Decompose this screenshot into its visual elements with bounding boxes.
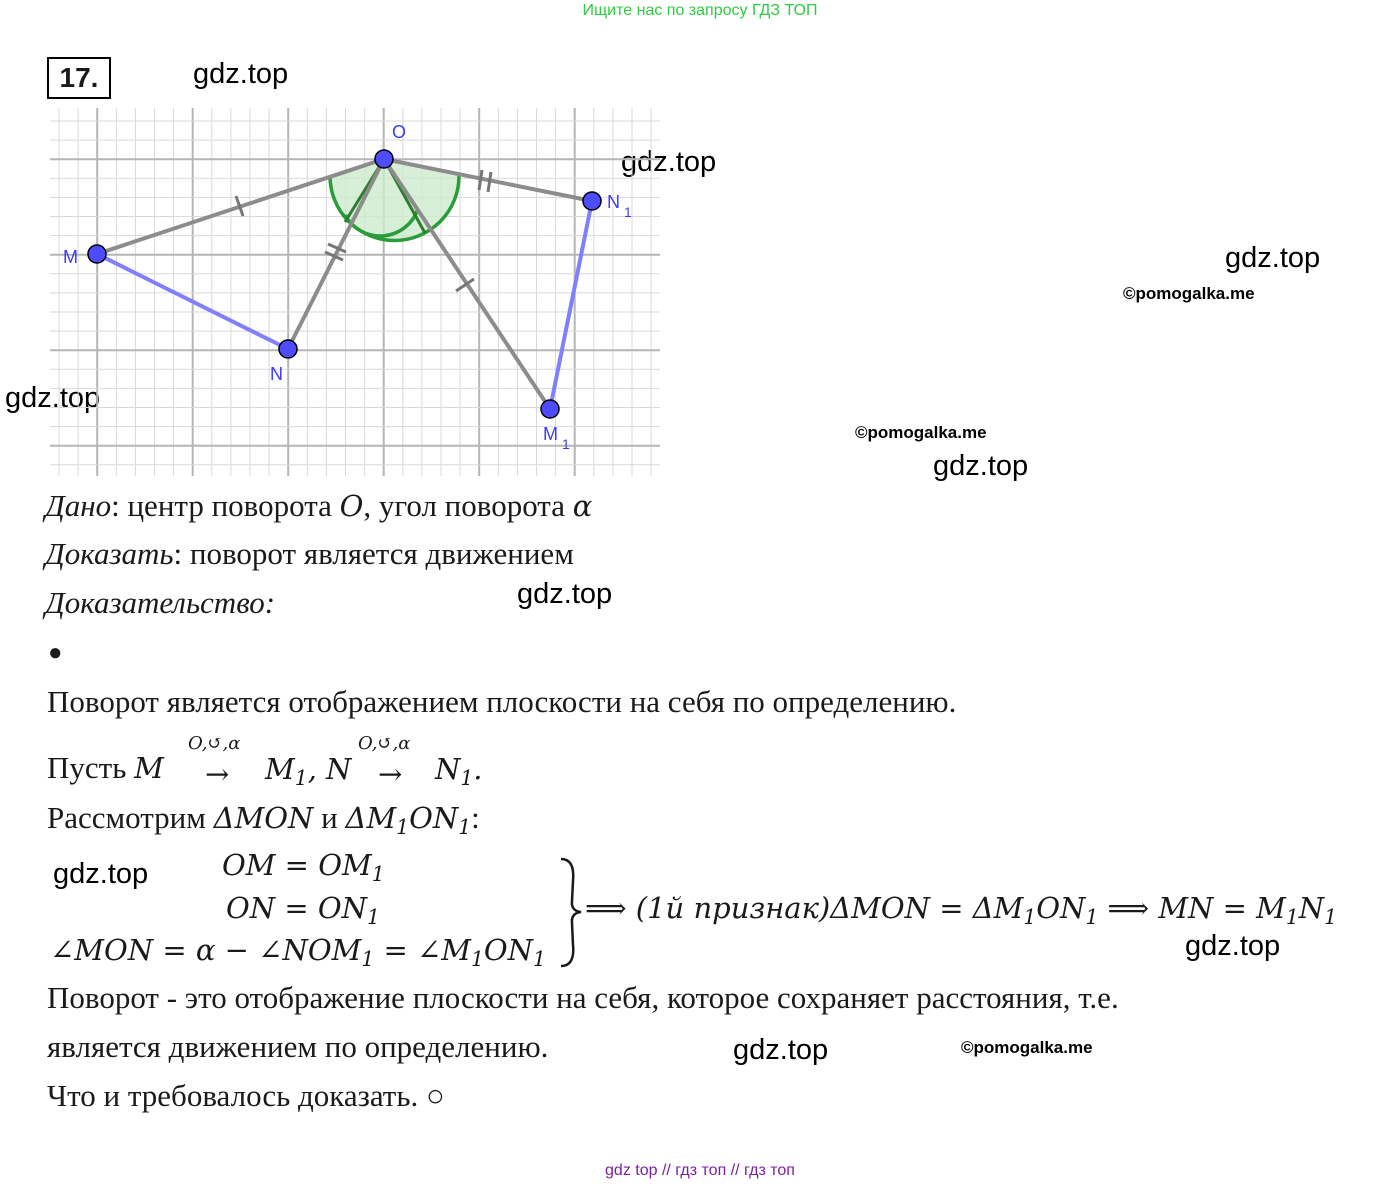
right-brace — [557, 855, 587, 970]
text: и — [313, 800, 346, 835]
label-N1-sub: 1 — [624, 204, 632, 220]
label-N1: N — [607, 192, 620, 212]
watermark: gdz.top — [621, 146, 717, 178]
segment-M1N1 — [550, 201, 592, 409]
proof-line-2 — [47, 750, 164, 786]
text: : — [471, 800, 480, 835]
equality-angle — [50, 933, 546, 971]
point-N — [279, 340, 297, 358]
text: , — [307, 752, 327, 786]
text: N — [1298, 891, 1325, 925]
given-O: O — [339, 489, 364, 523]
label-N: N — [270, 364, 283, 384]
map-arrow: → — [205, 757, 230, 791]
given-mid: , угол поворота — [363, 488, 573, 523]
subscript: 1 — [458, 815, 472, 840]
watermark: gdz.top — [517, 578, 613, 610]
subscript: 1 — [371, 862, 385, 887]
label-M1: M — [543, 424, 558, 444]
footer-links: gdz top // гдз топ // гдз топ — [605, 1162, 795, 1179]
watermark: gdz.top — [193, 58, 289, 90]
tick-ON1-2 — [488, 172, 491, 192]
subscript: 1 — [460, 766, 474, 791]
text: N — [326, 752, 352, 786]
label-O: O — [392, 122, 407, 142]
triangle-M1ON1 — [345, 801, 472, 840]
prove-label: Доказать — [45, 536, 174, 571]
triangle-MON: ΔMON — [213, 801, 314, 835]
math-N1 — [435, 752, 483, 790]
text: ⟹ (1й признак)ΔMON = ΔM — [585, 891, 1024, 925]
subscript: 1 — [533, 947, 546, 972]
equality-OM — [222, 848, 385, 886]
text: ON — [1036, 891, 1086, 925]
subscript: 1 — [361, 947, 375, 972]
text: Рассмотрим — [47, 800, 214, 835]
subscript: 1 — [1324, 905, 1338, 930]
given-line — [45, 488, 592, 524]
math-M1 — [265, 752, 351, 790]
text: ∠MON = α − ∠NOM — [50, 933, 362, 967]
map-arrow: → — [378, 757, 403, 791]
text: Пусть — [47, 750, 135, 785]
proof-line-7: Что и требовалось доказать. ○ — [47, 1078, 445, 1113]
subscript: 1 — [470, 947, 484, 972]
grid — [50, 108, 660, 476]
prove-line — [45, 536, 574, 572]
label-M1-sub: 1 — [562, 436, 570, 452]
equality-ON — [226, 891, 380, 929]
subscript: 1 — [396, 815, 410, 840]
proof-line-3 — [47, 800, 480, 839]
prove-text: : поворот является движением — [173, 536, 574, 571]
point-N1 — [583, 192, 601, 210]
proof-label: Доказательство: — [45, 585, 276, 620]
subscript: 1 — [367, 905, 380, 930]
text: OM = OM — [222, 848, 372, 882]
text: M — [265, 752, 295, 786]
proof-line-5: Поворот - это отображение плоскости на себя, которое сохраняет расстояния, т.е. — [47, 980, 1119, 1015]
watermark: gdz.top — [5, 382, 101, 414]
point-M1 — [541, 400, 559, 418]
subscript: 1 — [294, 766, 308, 791]
given-text: : центр поворота — [111, 488, 340, 523]
watermark: gdz.top — [53, 858, 149, 890]
subscript: 1 — [1085, 905, 1099, 930]
math-M: M — [134, 751, 164, 785]
conclusion — [585, 891, 1337, 929]
copyright: ©pomogalka.me — [855, 423, 987, 442]
rotation-mapping-label: O,↺,α — [188, 733, 241, 754]
header-search-hint: Ищите нас по запросу ГДЗ ТОП — [582, 2, 818, 19]
watermark: gdz.top — [933, 450, 1029, 482]
point-M — [88, 245, 106, 263]
task-number: 17. — [47, 57, 111, 99]
proof-line-6: является движением по определению. — [47, 1029, 549, 1064]
text: ON — [409, 801, 459, 835]
subscript: 1 — [1023, 905, 1037, 930]
rotation-mapping-label: O,↺,α — [358, 733, 411, 754]
text: = ∠M — [374, 933, 471, 967]
text: . — [473, 752, 483, 786]
label-M: M — [63, 247, 78, 267]
watermark: gdz.top — [733, 1034, 829, 1066]
subscript: 1 — [1285, 905, 1299, 930]
text: ON — [483, 933, 534, 967]
text: N — [435, 752, 461, 786]
given-label: Дано — [45, 488, 112, 523]
text: ⟹ MN = M — [1098, 891, 1286, 925]
proof-line-1: Поворот является отображением плоскости на себя по определению. — [47, 684, 957, 719]
text: ΔM — [345, 801, 397, 835]
given-alpha: α — [572, 489, 593, 523]
copyright: ©pomogalka.me — [1123, 284, 1255, 303]
watermark: gdz.top — [1225, 242, 1321, 274]
rotation-figure — [0, 0, 700, 490]
bullet: ● — [48, 640, 63, 666]
copyright: ©pomogalka.me — [961, 1038, 1093, 1057]
point-O — [375, 150, 393, 168]
watermark: gdz.top — [1185, 930, 1281, 962]
text: ON = ON — [226, 891, 368, 925]
